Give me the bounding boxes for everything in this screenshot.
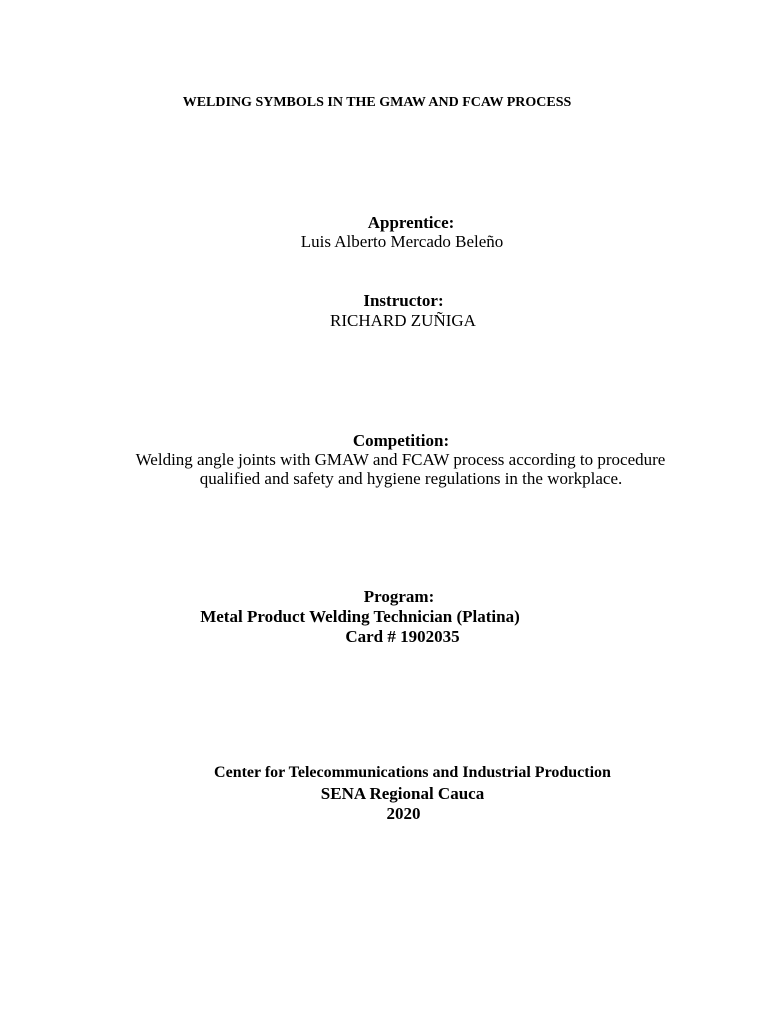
document-title: WELDING SYMBOLS IN THE GMAW AND FCAW PROCESS <box>182 95 572 110</box>
competition-text-line-1: Welding angle joints with GMAW and FCAW process according to procedure <box>135 450 666 469</box>
apprentice-label: Apprentice: <box>367 213 455 232</box>
competition-text-line-2: qualified and safety and hygiene regulations in the workplace. <box>199 469 623 488</box>
competition-label: Competition: <box>352 431 450 450</box>
year: 2020 <box>386 804 421 823</box>
card-number: Card # 1902035 <box>345 627 460 646</box>
program-name: Metal Product Welding Technician (Platina) <box>200 607 520 626</box>
center-name: Center for Telecommunications and Industrial Production <box>214 764 611 781</box>
instructor-name: RICHARD ZUÑIGA <box>330 311 476 330</box>
program-label: Program: <box>363 587 435 606</box>
apprentice-name: Luis Alberto Mercado Beleño <box>300 232 504 251</box>
instructor-label: Instructor: <box>363 291 444 310</box>
regional-name: SENA Regional Cauca <box>320 784 485 803</box>
